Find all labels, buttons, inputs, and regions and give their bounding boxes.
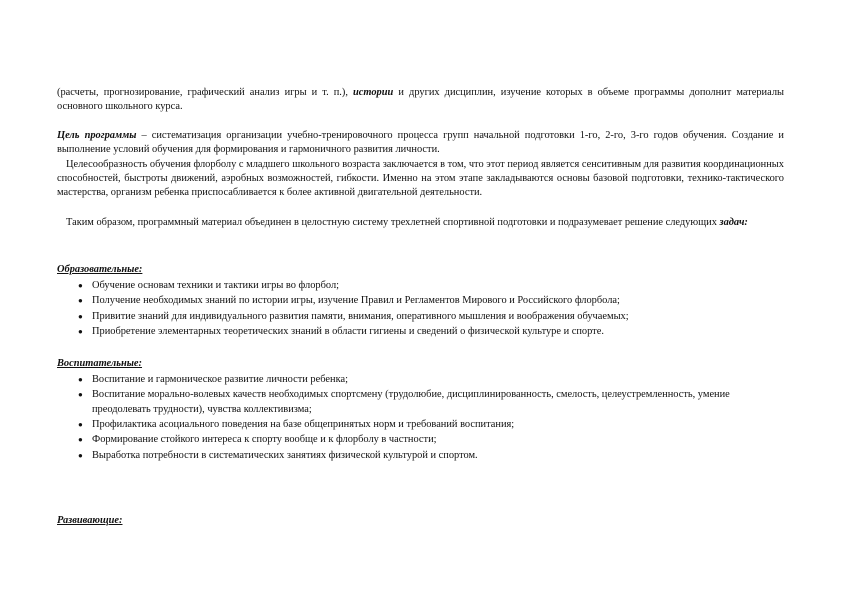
bullet-icon: ● [78, 390, 83, 400]
emphasis-history: истории [353, 87, 394, 98]
program-goal-label: Цель программы [57, 130, 137, 141]
list-item: ● Профилактика асоциального поведения на базе общепринятых норм и требований воспитания; [78, 418, 784, 432]
bullet-icon: ● [78, 327, 83, 337]
list-item: ● Воспитание и гармоническое развитие личности ребенка; [78, 373, 784, 387]
text: и других дисциплин, изучение которых в объеме программы дополнит материалы основного школьного курса. [57, 87, 784, 113]
paragraph-summary [57, 216, 784, 230]
text: (расчеты, прогнозирование, графический анализ игры и т. п.), [57, 87, 348, 98]
bullet-icon: ● [78, 435, 83, 445]
paragraph-rationale: Целесообразность обучения флорболу с младшего школьного возраста заключается в том, что этот период является сенситивным для развития координационных способностей, быстроты движений, аэробных возможностей, гибкости. Именно на этом этапе закладываются основы базовой подготовки, технико-тактического мастерства, организм ребенка приспосабливается к более активной двигательной деятельности. [57, 159, 784, 199]
paragraph-program-goal [57, 129, 784, 157]
bullet-icon: ● [78, 419, 83, 429]
section-heading-educational: Образовательные: [57, 264, 143, 275]
bullet-icon: ● [78, 450, 83, 460]
list-item: ● Получение необходимых знаний по истории игры, изучение Правил и Регламентов Мирового и Российского флорбола; [78, 294, 784, 308]
emphasis-tasks: задач: [719, 217, 748, 228]
bullet-icon: ● [78, 281, 83, 290]
list-item: ● Выработка потребности в систематических занятиях физической культурой и спортом. [78, 449, 784, 463]
bullet-icon: ● [78, 311, 83, 321]
section-heading-developmental: Развивающие: [57, 515, 123, 526]
bullet-icon: ● [78, 296, 83, 306]
bullet-icon: ● [78, 375, 83, 384]
list-item: ● Обучение основам техники и тактики игры во флорбол; [78, 279, 784, 293]
upbringing-list [78, 373, 784, 464]
educational-list [78, 279, 784, 341]
paragraph-intro-continuation [57, 86, 784, 114]
text: Таким образом, программный материал объединен в целостную систему трехлетней спортивной подготовки и подразумевает решение следующих [66, 217, 717, 228]
list-item: ● Формирование стойкого интереса к спорту вообще и к флорболу в частности; [78, 433, 784, 447]
section-heading-upbringing: Воспитательные: [57, 358, 143, 369]
list-item: ● Воспитание морально-волевых качеств необходимых спортсмену (трудолюбие, дисциплинированность, смелость, целеустремленность, умение преодолевать трудности), чувства коллективизма; [78, 389, 730, 415]
list-item: ● Приобретение элементарных теоретических знаний в области гигиены и сведений о физической культуре и спорте. [78, 325, 784, 339]
text: – систематизация организации учебно-тренировочного процесса групп начальной подготовки 1-го, 2-го, 3-го годов обучения. Создание и выполнение условий обучения для формирования и гармоничного развития личности. [57, 130, 784, 156]
list-item: ● Привитие знаний для индивидуального развития памяти, внимания, оперативного мышления и воображения обучаемых; [78, 310, 784, 324]
